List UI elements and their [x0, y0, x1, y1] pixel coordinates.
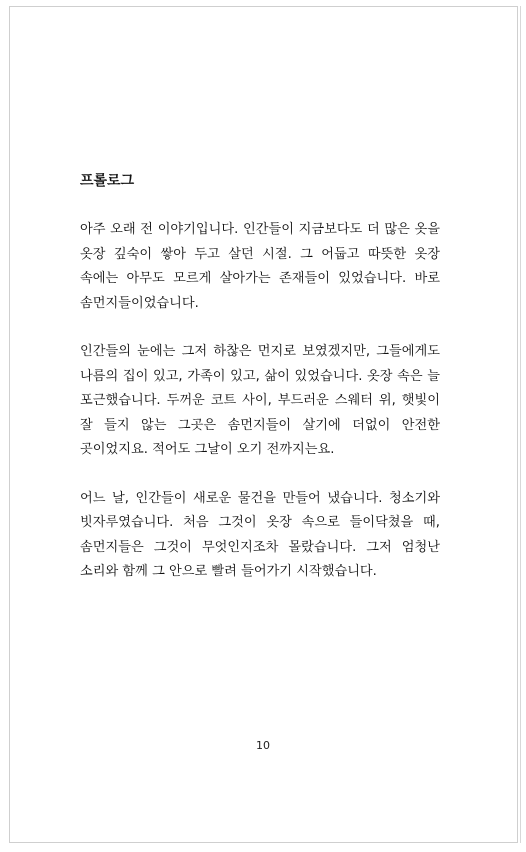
paragraph-1: 아주 오래 전 이야기입니다. 인간들이 지금보다도 더 많은 옷을 옷장 깊숙이 쌓아 두고 살던 시절. 그 어둡고 따뜻한 옷장 속에는 아무도 모르게 살아가는 존재들이 있었습니다. 바로 솜먼지들이었습니다. — [80, 222, 440, 311]
page-content — [80, 170, 440, 609]
page-number: 10 — [256, 739, 270, 752]
chapter-title: 프롤로그 — [80, 173, 135, 189]
paragraph-3: 어느 날, 인간들이 새로운 물건을 만들어 냈습니다. 청소기와 빗자루였습니다. 처음 그것이 옷장 속으로 들이닥쳤을 때, 솜먼지들은 그것이 무엇인지조차 몰랐습니다. 그저 엄청난 소리와 함께 그 안으로 빨려 들어가기 시작했습니다. — [80, 490, 440, 579]
page-edge — [520, 6, 521, 843]
paragraph-2: 인간들의 눈에는 그저 하찮은 먼지로 보였겠지만, 그들에게도 나름의 집이 있고, 가족이 있고, 삶이 있었습니다. 옷장 속은 늘 포근했습니다. 두꺼운 코트 사이, 부드러운 스웨터 위, 햇빛이 잘 들지 않는 그곳은 솜먼지들이 살기에 더없이 안전한 곳이었지요. 적어도 그날이 오기 전까지는요. — [80, 344, 440, 457]
